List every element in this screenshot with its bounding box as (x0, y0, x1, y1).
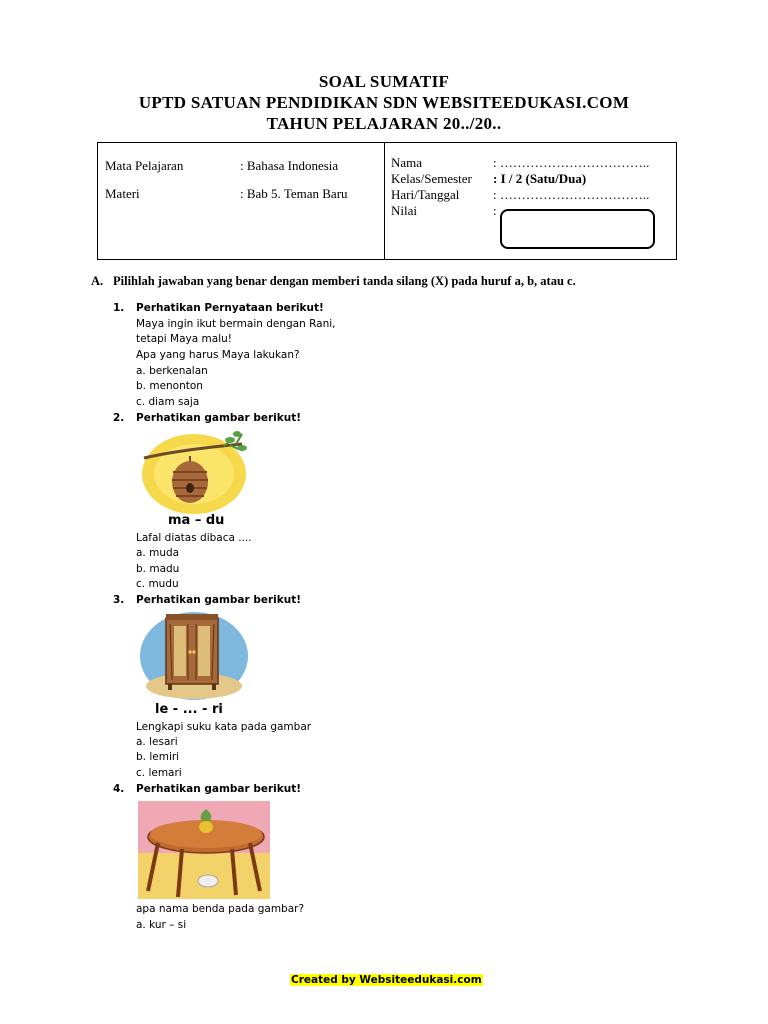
score-box[interactable] (500, 209, 655, 249)
question-2 (113, 412, 301, 424)
question-number: 3. (113, 594, 125, 606)
option-c[interactable]: c. mudu (136, 578, 179, 590)
score-colon: : (493, 203, 497, 218)
academic-year: TAHUN PELAJARAN 20../20.. (266, 114, 502, 133)
name-label: Nama (391, 155, 423, 170)
info-divider (384, 143, 385, 259)
question-1 (113, 302, 324, 314)
question-4 (113, 783, 301, 795)
date-label: Hari/Tanggal (391, 187, 460, 202)
question-text: Lafal diatas dibaca .... (136, 532, 252, 544)
option-b[interactable]: b. madu (136, 563, 180, 575)
identity-box (97, 142, 677, 260)
instruction-text: Pilihlah jawaban yang benar dengan memberi tanda silang (X) pada huruf a, b, atau c. (113, 274, 576, 288)
syllable-label: ma – du (168, 513, 225, 528)
name-field[interactable]: : …………………………….. (493, 155, 650, 170)
question-text: apa nama benda pada gambar? (136, 903, 305, 915)
option-a[interactable]: a. muda (136, 547, 180, 559)
question-text: Lengkapi suku kata pada gambar (136, 721, 312, 733)
option-b[interactable]: b. lemiri (136, 751, 180, 763)
option-a[interactable]: a. berkenalan (136, 365, 208, 377)
option-b[interactable]: b. menonton (136, 380, 203, 392)
section-letter: A. (91, 274, 104, 288)
subject-value: : Bahasa Indonesia (240, 158, 339, 173)
material-value: : Bab 5. Teman Baru (240, 186, 348, 201)
question-heading: Perhatikan gambar berikut! (136, 783, 302, 795)
question-number: 4. (113, 783, 125, 795)
question-heading: Perhatikan gambar berikut! (136, 412, 302, 424)
date-field[interactable]: : …………………………….. (493, 187, 650, 202)
question-text: Maya ingin ikut bermain dengan Rani, (136, 318, 336, 330)
wardrobe-picture (138, 610, 250, 702)
class-value: : I / 2 (Satu/Dua) (493, 171, 587, 186)
question-text: tetapi Maya malu! (136, 333, 232, 345)
option-a[interactable]: a. lesari (136, 736, 178, 748)
question-number: 2. (113, 412, 125, 424)
section-instruction (91, 274, 576, 289)
question-text: Apa yang harus Maya lakukan? (136, 349, 300, 361)
subject-label: Mata Pelajaran (105, 158, 184, 173)
option-c[interactable]: c. lemari (136, 767, 182, 779)
score-label: Nilai (391, 203, 417, 218)
question-heading: Perhatikan Pernyataan berikut! (136, 302, 324, 314)
option-a[interactable]: a. kur – si (136, 919, 187, 931)
question-3 (113, 594, 301, 606)
syllable-label: le - ... - ri (155, 702, 223, 717)
school-name: UPTD SATUAN PENDIDIKAN SDN WEBSITEEDUKASI.COM (138, 93, 630, 112)
question-heading: Perhatikan gambar berikut! (136, 594, 302, 606)
class-label: Kelas/Semester (391, 171, 472, 186)
material-label: Materi (105, 186, 140, 201)
footer-credit: Created by Websiteedukasi.com (291, 974, 482, 986)
option-c[interactable]: c. diam saja (136, 396, 200, 408)
table-picture (138, 801, 270, 899)
beehive-picture (138, 430, 250, 514)
question-number: 1. (113, 302, 125, 314)
doc-title: SOAL SUMATIF (318, 72, 450, 91)
